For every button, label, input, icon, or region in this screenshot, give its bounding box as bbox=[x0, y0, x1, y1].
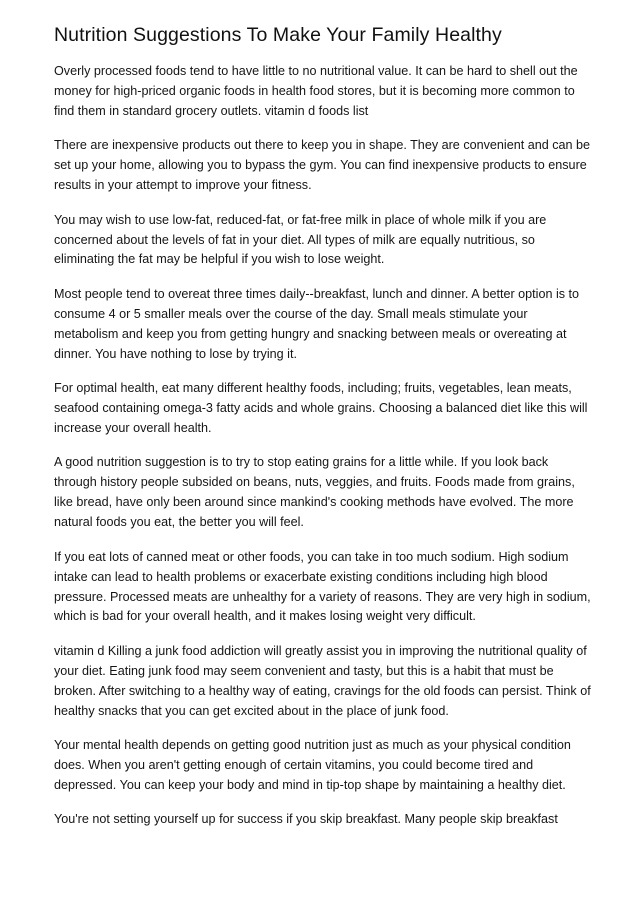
paragraph-5: For optimal health, eat many different healthy foods, including; fruits, vegetables, lean meats, seafood containing omega-3 fatty acids and whole grains. Choosing a balanced diet like this will increase your overall health. bbox=[54, 381, 588, 435]
paragraph-8: vitamin d Killing a junk food addiction will greatly assist you in improving the nutritional quality of your diet. Eating junk food may seem convenient and tasty, but this is a habit that must be broken. After switching to a healthy way of eating, cravings for the old foods can persist. Think of healthy snacks that you can get excited about in the place of junk food. bbox=[54, 643, 591, 718]
paragraph-1: Overly processed foods tend to have little to no nutritional value. It can be hard to shell out the money for high-priced organic foods in health food stores, but it is becoming more common to find them in standard grocery outlets. vitamin d foods list bbox=[54, 64, 578, 118]
document-page bbox=[54, 22, 594, 845]
paragraph-7: If you eat lots of canned meat or other foods, you can take in too much sodium. High sodium intake can lead to health problems or exacerbate existing conditions including high blood pressure. Processed meats are unhealthy for a variety of reasons. They are very high in sodium, which is bad for your overall health, and it makes losing weight very difficult. bbox=[54, 549, 591, 624]
document-title: Nutrition Suggestions To Make Your Family Healthy bbox=[54, 24, 502, 46]
paragraph-6: A good nutrition suggestion is to try to stop eating grains for a little while. If you look back through history people subsided on beans, nuts, veggies, and fruits. Foods made from grains, like bread, have only been around since mankind's cooking methods have evolved. The more natural foods you eat, the better you will feel. bbox=[54, 455, 575, 530]
paragraph-9: Your mental health depends on getting good nutrition just as much as your physical condition does. When you aren't getting enough of certain vitamins, you could become tired and depressed. You can keep your body and mind in tip-top shape by maintaining a healthy diet. bbox=[54, 738, 571, 792]
paragraph-2: There are inexpensive products out there to keep you in shape. They are convenient and can be set up your home, allowing you to bypass the gym. You can find inexpensive products to ensure results in your attempt to improve your fitness. bbox=[54, 138, 591, 193]
paragraph-3: You may wish to use low-fat, reduced-fat, or fat-free milk in place of whole milk if you are concerned about the levels of fat in your diet. All types of milk are equally nutritious, so eliminating the fat may be helpful if you wish to lose weight. bbox=[54, 212, 547, 267]
paragraph-4: Most people tend to overeat three times daily--breakfast, lunch and dinner. A better option is to consume 4 or 5 smaller meals over the course of the day. Small meals stimulate your metabolism and keep you from getting hungry and snacking between meals or overeating at dinner. You have nothing to lose by trying it. bbox=[54, 286, 580, 361]
paragraph-10: You're not setting yourself up for success if you skip breakfast. Many people skip breakfast bbox=[54, 812, 558, 827]
